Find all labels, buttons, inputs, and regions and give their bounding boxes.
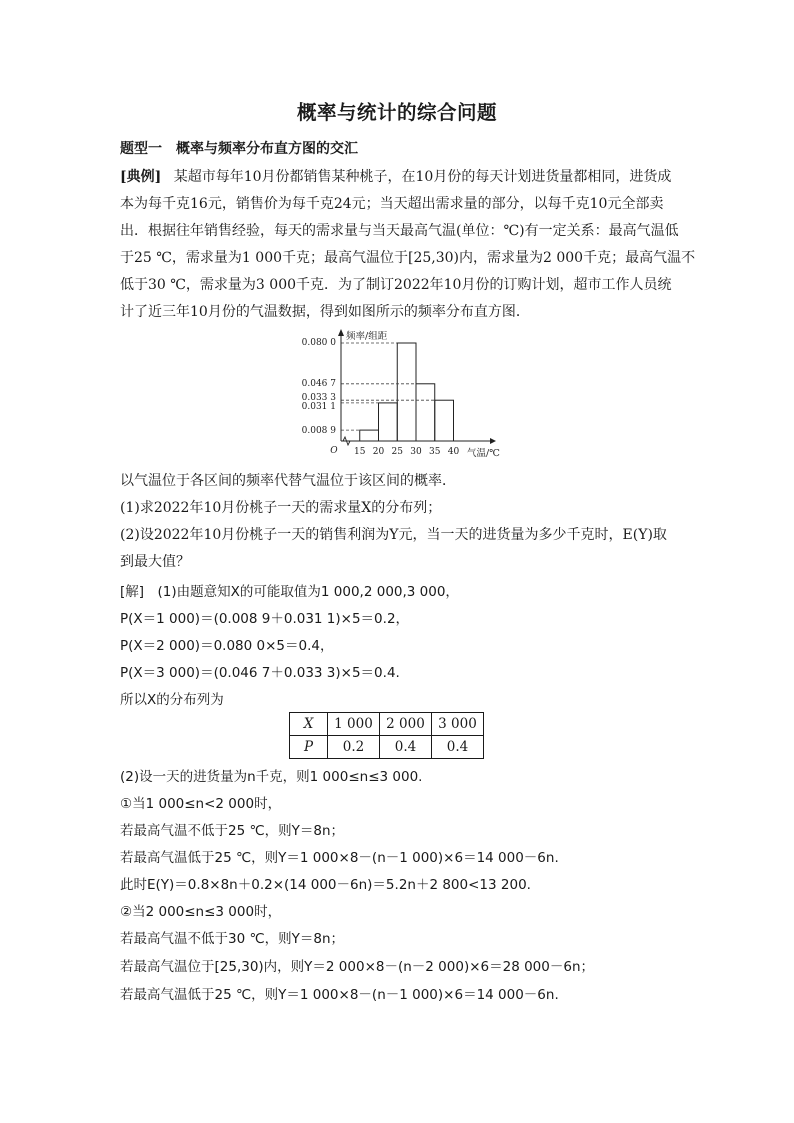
- y-axis-arrow: [338, 329, 344, 336]
- solution-p2: P(X＝2 000)＝0.080 0×5＝0.4，: [120, 638, 334, 654]
- case2-b: 若最高气温位于[25,30)内，则Y＝2 000×8－(n－2 000)×6＝28 000－6n；: [120, 959, 594, 975]
- solution-p3: P(X＝3 000)＝(0.046 7＋0.033 3)×5＝0.4.: [120, 665, 400, 681]
- problem-line-3: 出．根据往年销售经验，每天的需求量与当天最高气温(单位：℃)有一定关系：最高气温低: [120, 223, 679, 239]
- case2-heading: ②当2 000≤n≤3 000时，: [120, 904, 282, 920]
- case1-expectation: 此时E(Y)＝0.8×8n＋0.2×(14 000－6n)＝5.2n＋2 800<13 200.: [120, 877, 531, 893]
- table-cell: 2 000: [380, 713, 432, 736]
- table-cell: 3 000: [432, 713, 484, 736]
- part2-intro: (2)设一天的进货量为n千克，则1 000≤n≤3 000.: [120, 769, 423, 785]
- x-axis-arrow: [490, 438, 496, 444]
- histogram-bar: [416, 384, 435, 441]
- distribution-intro: 所以X的分布列为: [120, 692, 224, 708]
- problem-text-1: 某超市每年10月份都销售某种桃子，在10月份的每天计划进货量都相同，进货成: [173, 169, 672, 185]
- histogram-bar: [379, 403, 398, 441]
- y-tick-label: 0.080 0: [301, 338, 336, 348]
- table-cell: 0.2: [328, 736, 380, 759]
- case2-a: 若最高气温不低于30 ℃，则Y＝8n；: [120, 931, 345, 947]
- table-cell: 0.4: [380, 736, 432, 759]
- table-cell: 0.4: [432, 736, 484, 759]
- problem-line-4: 于25 ℃，需求量为1 000千克；最高气温位于[25,30)内，需求量为2 000千克；最高气温不: [120, 250, 696, 266]
- y-tick-label: 0.033 3: [301, 393, 336, 404]
- problem-line-6: 计了近三年10月份的气温数据，得到如图所示的频率分布直方图．: [120, 304, 530, 320]
- problem-line-2: 本为每千克16元，销售价为每千克24元；当天超出需求量的部分，以每千克10元全部卖: [120, 196, 664, 212]
- histogram-bar: [397, 343, 416, 441]
- problem-line-1: [120, 166, 671, 186]
- problem-line-5: 低于30 ℃，需求量为3 000千克．为了制订2022年10月份的订购计划，超市工作人员统: [120, 277, 672, 293]
- x-tick-label: 40: [447, 447, 460, 457]
- table-row: [290, 736, 484, 759]
- y-tick-label: 0.008 9: [301, 426, 336, 437]
- case2-c: 若最高气温低于25 ℃，则Y＝1 000×8－(n－1 000)×6＝14 000－6n.: [120, 987, 559, 1003]
- histogram-bar: [435, 400, 454, 441]
- x-tick-label: 20: [372, 447, 385, 457]
- x-tick-label: 25: [391, 447, 403, 457]
- solution-p1: P(X＝1 000)＝(0.008 9＋0.031 1)×5＝0.2，: [120, 611, 410, 627]
- table-cell: P: [290, 736, 328, 759]
- case1-b: 若最高气温低于25 ℃，则Y＝1 000×8－(n－1 000)×6＝14 000－6n.: [120, 850, 559, 866]
- histogram-chart: [285, 327, 510, 462]
- table-cell: X: [290, 713, 328, 736]
- question-2-line-2: 到最大值？: [120, 554, 190, 570]
- origin-label: O: [330, 446, 338, 456]
- y-tick-label: 0.046 7: [301, 378, 336, 389]
- histogram-bar: [360, 430, 379, 441]
- table-cell: 1 000: [328, 713, 380, 736]
- y-axis-title: 频率/组距: [346, 331, 388, 342]
- x-tick-label: 15: [354, 447, 366, 457]
- x-axis-title: 气温/℃: [467, 448, 500, 459]
- distribution-table: [289, 712, 484, 759]
- solution-intro: [解] (1)由题意知X的可能取值为1 000,2 000,3 000，: [120, 584, 459, 600]
- page-title: 概率与统计的综合问题: [296, 101, 497, 124]
- table-row: [290, 713, 484, 736]
- problem-label: [典例]: [120, 169, 162, 185]
- section-heading: 题型一 概率与频率分布直方图的交汇: [120, 141, 358, 157]
- case1-heading: ①当1 000≤n<2 000时，: [120, 796, 282, 812]
- y-tick-label: 0.031 1: [301, 401, 336, 412]
- question-2-line-1: (2)设2022年10月份桃子一天的销售利润为Y元，当一天的进货量为多少千克时，E(Y)取: [120, 527, 667, 543]
- question-1: (1)求2022年10月份桃子一天的需求量X的分布列；: [120, 500, 442, 516]
- x-tick-label: 30: [410, 447, 422, 457]
- after-chart-text: 以气温位于各区间的频率代替气温位于该区间的概率．: [120, 473, 456, 489]
- x-tick-label: 35: [429, 447, 441, 457]
- case1-a: 若最高气温不低于25 ℃，则Y＝8n；: [120, 823, 345, 839]
